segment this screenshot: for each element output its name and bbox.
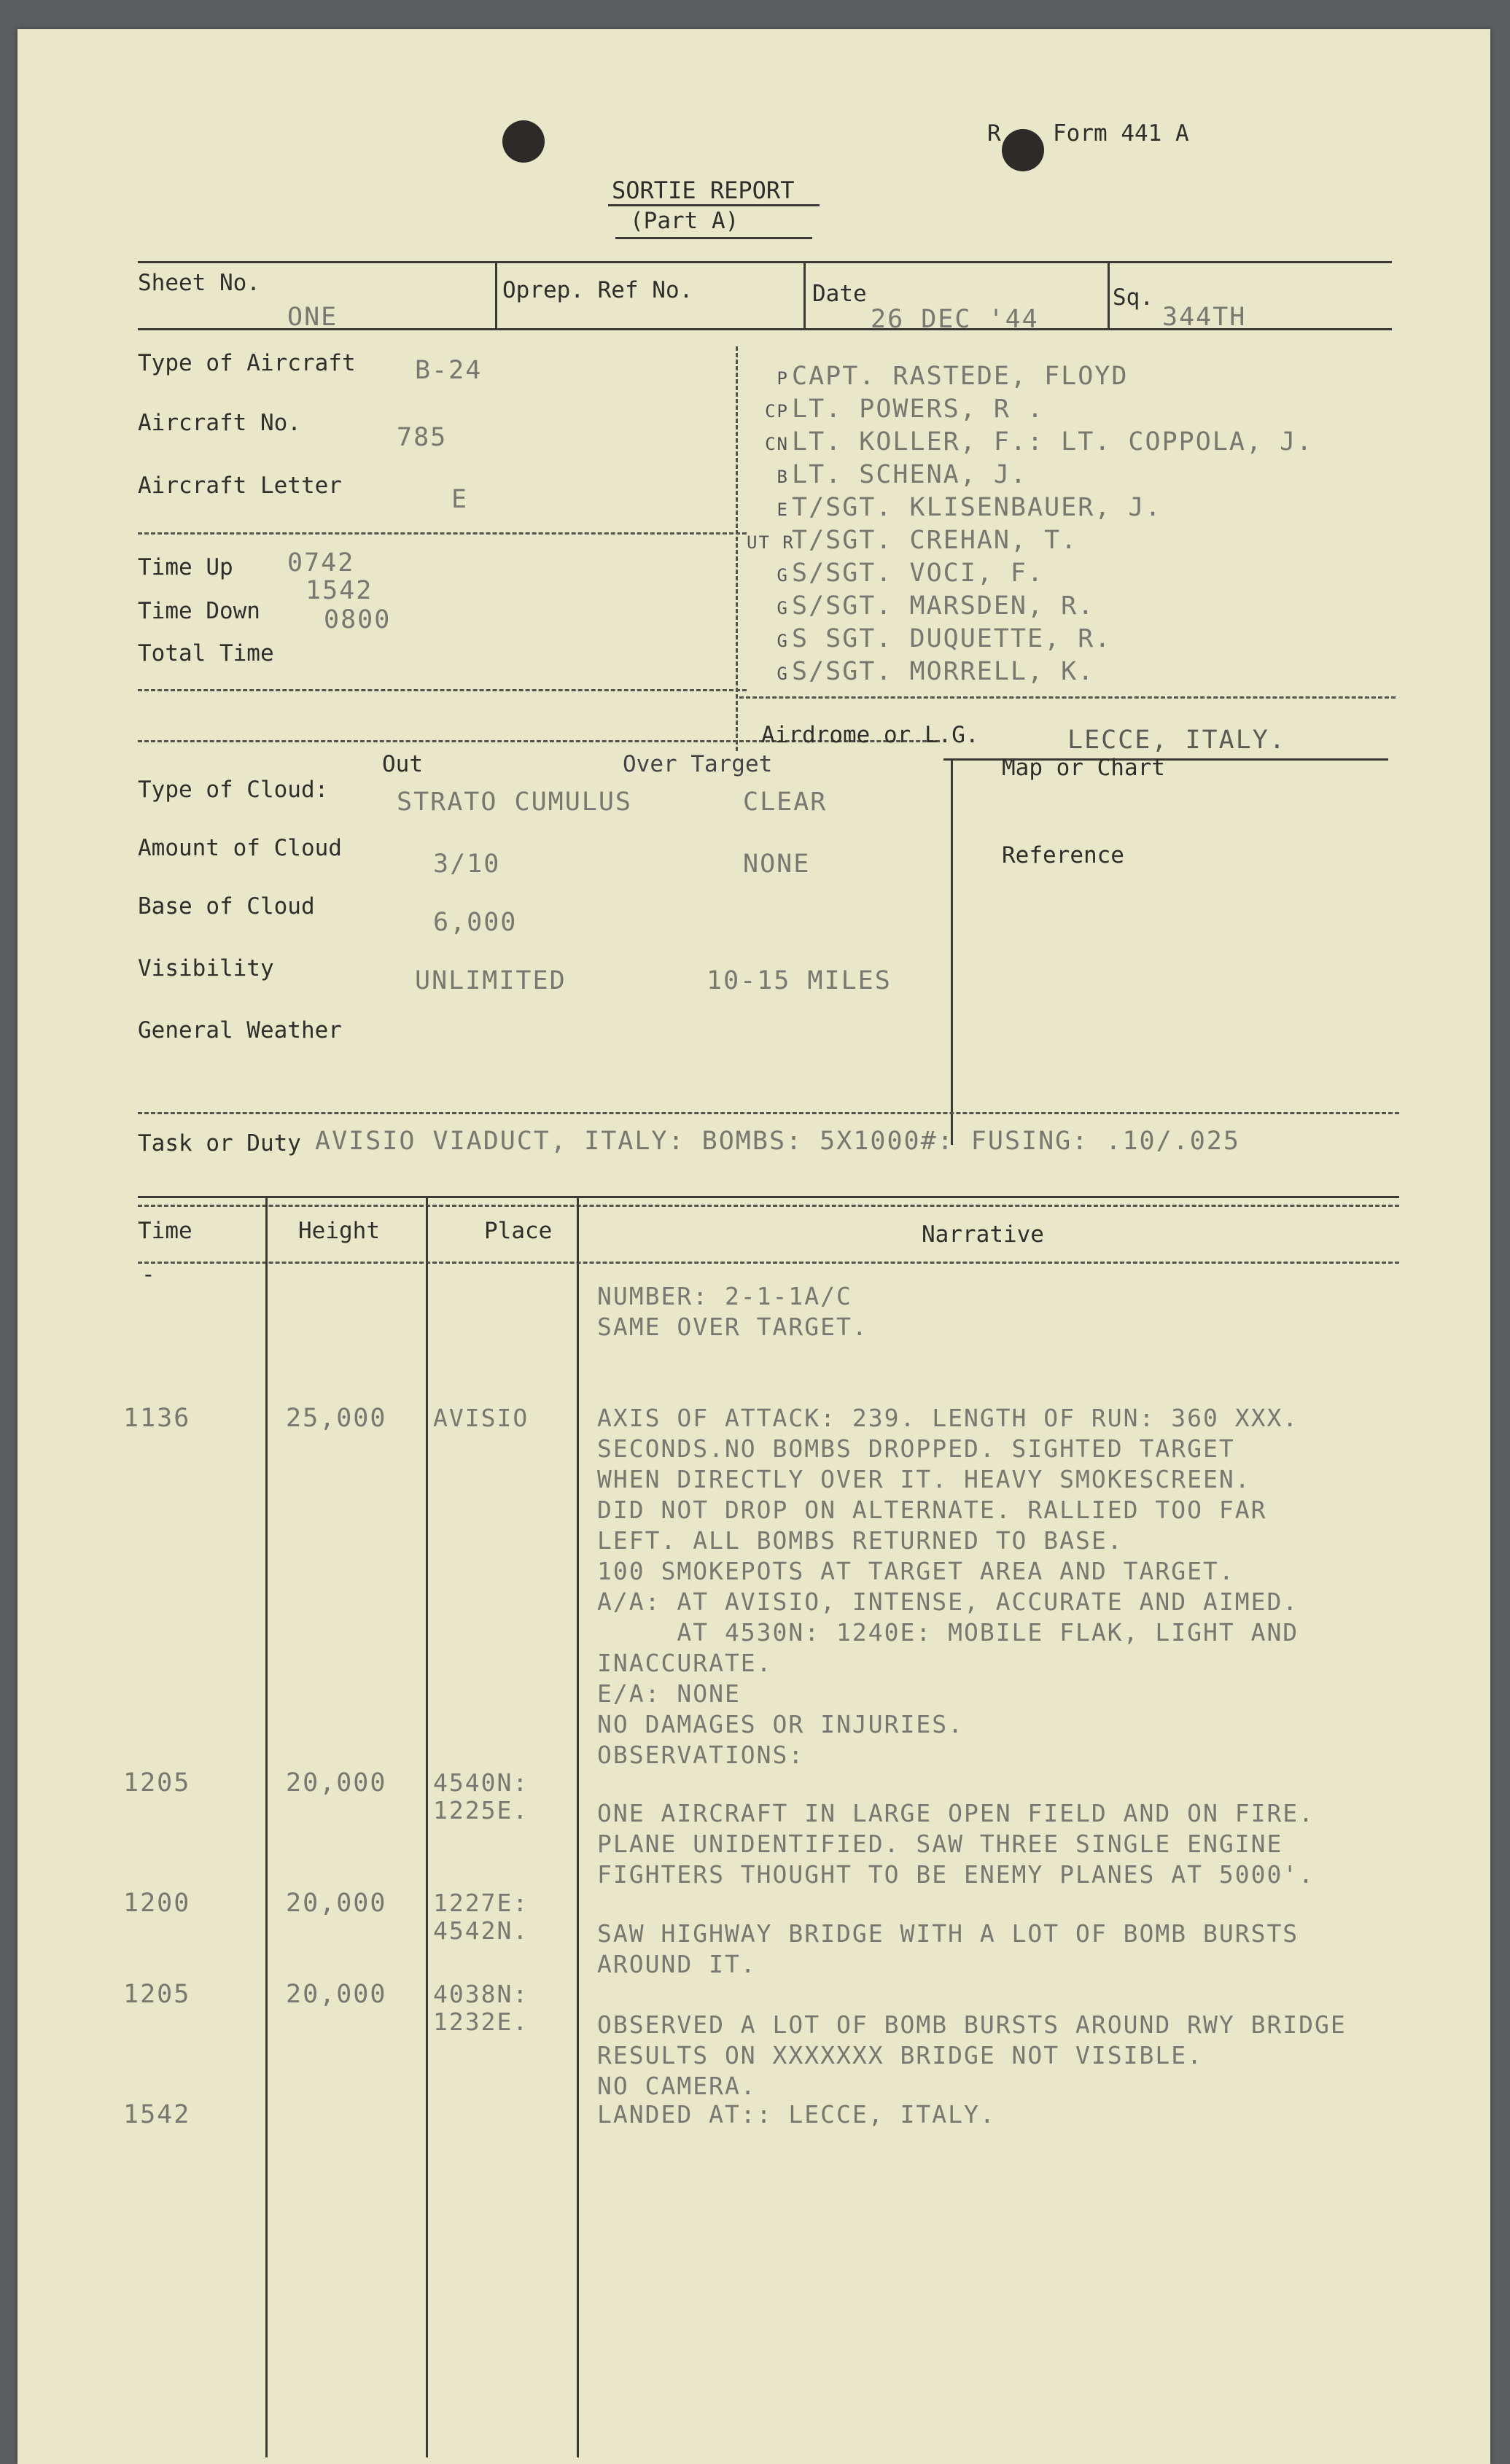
narrative-line: DID NOT DROP ON ALTERNATE. RALLIED TOO FAR bbox=[597, 1496, 1267, 1524]
crew-role: CN bbox=[765, 434, 789, 454]
aircraft-letter-label: Aircraft Letter bbox=[138, 473, 342, 499]
crew-role: G bbox=[777, 631, 789, 651]
log-time: 1136 bbox=[123, 1404, 191, 1433]
log-narrative-header: Narrative bbox=[922, 1221, 1044, 1248]
weather-map-divider bbox=[951, 758, 953, 1145]
narrative-line: WHEN DIRECTLY OVER IT. HEAVY SMOKESCREEN. bbox=[597, 1465, 1251, 1493]
narrative-line: 100 SMOKEPOTS AT TARGET AREA AND TARGET. bbox=[597, 1557, 1235, 1585]
cloud-type-over-value: CLEAR bbox=[743, 788, 828, 817]
crew-member bbox=[776, 558, 1313, 591]
crew-role: G bbox=[777, 565, 789, 586]
crew-divider bbox=[736, 346, 738, 751]
rule bbox=[138, 689, 747, 691]
visibility-out-value: UNLIMITED bbox=[415, 966, 567, 995]
form-title: SORTIE REPORT bbox=[612, 176, 795, 204]
narrative-line: NO DAMAGES OR INJURIES. bbox=[597, 1710, 964, 1738]
log-place: AVISIO bbox=[433, 1404, 529, 1432]
narrative-line: AROUND IT. bbox=[597, 1950, 757, 1978]
aerodrome-label: Airdrome or L.G. bbox=[761, 722, 979, 748]
crew-name: LT. POWERS, R . bbox=[792, 395, 1045, 424]
cloud-base-out-value: 6,000 bbox=[433, 908, 518, 937]
visibility-over-value: 10-15 MILES bbox=[707, 966, 892, 995]
crew-member bbox=[776, 656, 1313, 689]
log-height-header: Height bbox=[298, 1218, 380, 1244]
time-down-value: 1542 bbox=[305, 576, 373, 605]
aerodrome-value: LECCE, ITALY. bbox=[1067, 726, 1286, 755]
log-time: 1200 bbox=[123, 1889, 191, 1918]
form-prefix: R bbox=[987, 120, 1001, 147]
aircraft-letter-value: E bbox=[451, 485, 469, 514]
crew-name: S SGT. DUQUETTE, R. bbox=[792, 624, 1112, 653]
log-time-header: Time bbox=[138, 1218, 192, 1244]
crew-role: B bbox=[777, 467, 789, 487]
punch-hole-right bbox=[1002, 129, 1044, 171]
column-divider bbox=[426, 1196, 428, 2457]
log-place: 1227E: bbox=[433, 1889, 529, 1917]
crew-member bbox=[776, 591, 1313, 623]
form-subtitle: (Part A) bbox=[630, 208, 739, 234]
log-place: 4542N. bbox=[433, 1916, 529, 1945]
weather-out-header: Out bbox=[382, 751, 423, 777]
rule bbox=[803, 261, 806, 328]
narrative-line: NO CAMERA. bbox=[597, 2072, 757, 2100]
column-divider bbox=[577, 1196, 579, 2457]
crew-role: UT R bbox=[747, 532, 795, 553]
crew-member bbox=[776, 492, 1313, 525]
log-place: 4540N: bbox=[433, 1768, 529, 1797]
task-value: AVISIO VIADUCT, ITALY: BOMBS: 5X1000#: FUSING: .10/.025 bbox=[315, 1127, 1240, 1156]
narrative-line: OBSERVED A LOT OF BOMB BURSTS AROUND RWY BRIDGE bbox=[597, 2010, 1347, 2039]
time-up-label: Time Up bbox=[138, 554, 233, 580]
narrative-line: AT 4530N: 1240E: MOBILE FLAK, LIGHT AND bbox=[597, 1618, 1299, 1647]
narrative-line: RESULTS ON XXXXXXX BRIDGE NOT VISIBLE. bbox=[597, 2041, 1203, 2069]
crew-role: G bbox=[777, 598, 789, 618]
log-time: 1542 bbox=[123, 2100, 191, 2129]
time-down-label: Time Down bbox=[138, 598, 260, 624]
squadron-value: 344TH bbox=[1162, 303, 1247, 332]
crew-name: S/SGT. VOCI, F. bbox=[792, 559, 1045, 588]
crew-role: CP bbox=[765, 401, 789, 421]
aircraft-no-value: 785 bbox=[397, 423, 448, 452]
sortie-report-form bbox=[17, 29, 1490, 2464]
log-time-dash: - bbox=[141, 1262, 155, 1288]
crew-name: T/SGT. CREHAN, T. bbox=[792, 526, 1078, 555]
narrative-line: ONE AIRCRAFT IN LARGE OPEN FIELD AND ON FIRE. bbox=[597, 1799, 1315, 1827]
crew-member bbox=[776, 623, 1313, 656]
crew-member bbox=[765, 394, 1313, 427]
narrative-line: SAME OVER TARGET. bbox=[597, 1313, 868, 1341]
rule bbox=[138, 1205, 1399, 1207]
narrative-line: A/A: AT AVISIO, INTENSE, ACCURATE AND AIMED. bbox=[597, 1587, 1299, 1616]
visibility-label: Visibility bbox=[138, 955, 274, 982]
rule bbox=[1108, 261, 1110, 328]
narrative-line: OBSERVATIONS: bbox=[597, 1741, 805, 1769]
oprep-ref-label: Oprep. Ref No. bbox=[502, 277, 693, 303]
aircraft-type-label: Type of Aircraft bbox=[138, 350, 356, 376]
crew-name: CAPT. RASTEDE, FLOYD bbox=[792, 362, 1129, 391]
rule bbox=[739, 696, 1396, 699]
narrative-line: E/A: NONE bbox=[597, 1679, 741, 1708]
crew-role: G bbox=[777, 664, 789, 684]
aircraft-type-value: B-24 bbox=[415, 356, 483, 385]
cloud-amount-label: Amount of Cloud bbox=[138, 835, 342, 861]
aircraft-no-label: Aircraft No. bbox=[138, 410, 301, 436]
crew-name: LT. SCHENA, J. bbox=[792, 460, 1028, 489]
narrative-line: LEFT. ALL BOMBS RETURNED TO BASE. bbox=[597, 1526, 1124, 1555]
crew-member bbox=[747, 525, 1313, 558]
total-time-value: 0800 bbox=[324, 605, 392, 634]
rule bbox=[495, 261, 497, 328]
crew-name: S/SGT. MORRELL, K. bbox=[792, 657, 1095, 686]
log-place: 4038N: bbox=[433, 1980, 529, 2008]
form-number: Form 441 A bbox=[1053, 120, 1189, 147]
log-time: 1205 bbox=[123, 1768, 191, 1798]
narrative-line: LANDED AT:: LECCE, ITALY. bbox=[597, 2100, 996, 2129]
general-weather-label: General Weather bbox=[138, 1017, 342, 1043]
date-value: 26 DEC '44 bbox=[871, 305, 1039, 334]
narrative-line: SAW HIGHWAY BRIDGE WITH A LOT OF BOMB BURSTS bbox=[597, 1919, 1299, 1948]
crew-name: LT. KOLLER, F.: LT. COPPOLA, J. bbox=[792, 427, 1314, 456]
crew-member bbox=[765, 427, 1314, 459]
map-reference-label: Reference bbox=[1002, 842, 1124, 868]
narrative-line: FIGHTERS THOUGHT TO BE ENEMY PLANES AT 5000'. bbox=[597, 1860, 1315, 1889]
weather-over-target-header: Over Target bbox=[623, 751, 773, 777]
crew-list bbox=[747, 361, 1314, 689]
crew-role: P bbox=[777, 368, 789, 389]
total-time-label: Total Time bbox=[138, 640, 274, 666]
crew-member bbox=[776, 361, 1313, 394]
narrative-line: NUMBER: 2-1-1A/C bbox=[597, 1282, 852, 1310]
subtitle-underline bbox=[615, 237, 812, 239]
rule bbox=[138, 1112, 1399, 1114]
cloud-amount-over-value: NONE bbox=[743, 850, 811, 879]
log-height: 20,000 bbox=[286, 1889, 387, 1918]
rule bbox=[138, 1262, 1399, 1264]
task-label: Task or Duty bbox=[138, 1130, 301, 1157]
squadron-label: Sq. bbox=[1113, 284, 1153, 311]
map-chart-label: Map or Chart bbox=[1002, 755, 1165, 781]
log-time: 1205 bbox=[123, 1980, 191, 2009]
narrative-line: INACCURATE. bbox=[597, 1649, 773, 1677]
crew-name: T/SGT. KLISENBAUER, J. bbox=[792, 493, 1162, 522]
cloud-type-label: Type of Cloud: bbox=[138, 777, 329, 803]
narrative-line: PLANE UNIDENTIFIED. SAW THREE SINGLE ENGINE bbox=[597, 1830, 1283, 1858]
log-place: 1232E. bbox=[433, 2008, 529, 2036]
log-place-header: Place bbox=[484, 1218, 553, 1244]
log-height: 25,000 bbox=[286, 1404, 387, 1433]
cloud-type-out-value: STRATO CUMULUS bbox=[397, 788, 633, 817]
column-divider bbox=[265, 1196, 268, 2457]
rule bbox=[138, 1196, 1399, 1198]
rule bbox=[138, 532, 747, 535]
narrative-line: SECONDS.NO BOMBS DROPPED. SIGHTED TARGET bbox=[597, 1434, 1235, 1463]
log-height: 20,000 bbox=[286, 1768, 387, 1798]
cloud-amount-out-value: 3/10 bbox=[433, 850, 501, 879]
log-place: 1225E. bbox=[433, 1796, 529, 1824]
crew-role: E bbox=[777, 500, 789, 520]
title-underline bbox=[608, 204, 820, 206]
narrative-line: AXIS OF ATTACK: 239. LENGTH OF RUN: 360 XXX. bbox=[597, 1404, 1299, 1432]
date-label: Date bbox=[812, 281, 867, 307]
sheet-no-value: ONE bbox=[287, 303, 338, 332]
cloud-base-label: Base of Cloud bbox=[138, 893, 315, 920]
punch-hole-left bbox=[502, 120, 545, 163]
sheet-no-label: Sheet No. bbox=[138, 270, 260, 296]
crew-member bbox=[776, 459, 1313, 492]
time-up-value: 0742 bbox=[287, 548, 355, 578]
log-height: 20,000 bbox=[286, 1980, 387, 2009]
rule bbox=[138, 261, 1392, 263]
crew-name: S/SGT. MARSDEN, R. bbox=[792, 591, 1095, 621]
